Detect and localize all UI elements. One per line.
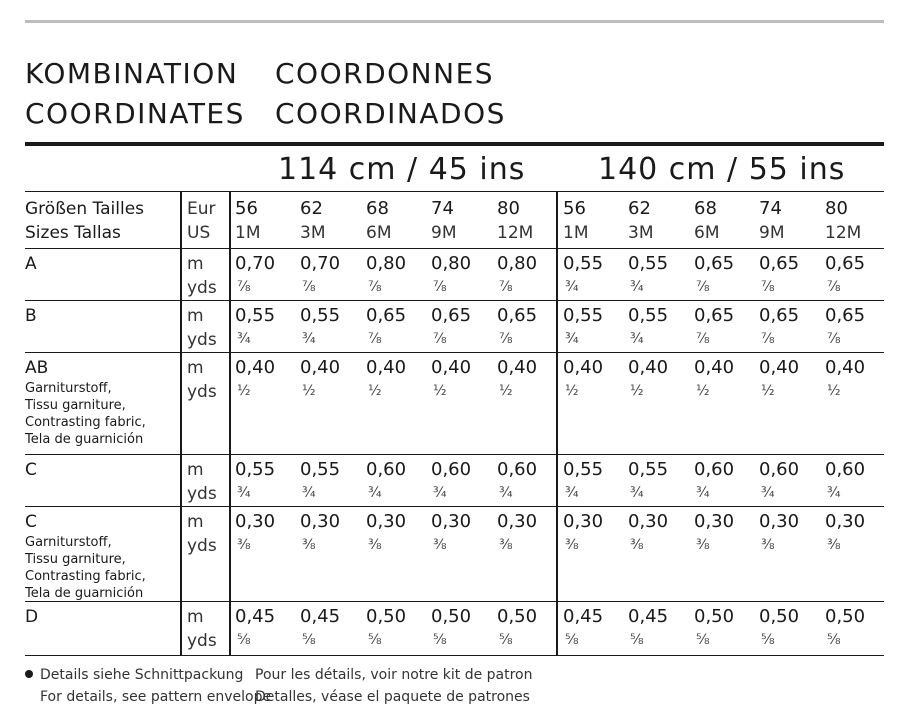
meters-value: 0,40 bbox=[563, 357, 604, 378]
meters-value: 0,80 bbox=[497, 253, 538, 274]
view-label: D bbox=[25, 607, 39, 627]
yards-value: ⅝ bbox=[499, 632, 513, 648]
meters-value: 0,65 bbox=[825, 305, 866, 326]
yards-value: ⅜ bbox=[237, 537, 251, 553]
title-de: KOMBINATION bbox=[25, 57, 239, 90]
yards-value: ½ bbox=[302, 383, 316, 399]
footer-de: Details siehe Schnittpackung bbox=[40, 667, 244, 683]
yards-value: ¾ bbox=[237, 331, 251, 347]
yards-value: ⅜ bbox=[630, 537, 644, 553]
yards-value: ⅜ bbox=[302, 537, 316, 553]
meters-value: 0,30 bbox=[628, 511, 669, 532]
meters-value: 0,45 bbox=[235, 606, 276, 627]
bullet-icon bbox=[25, 670, 33, 678]
meters-value: 0,65 bbox=[366, 305, 407, 326]
fabric-note: Garniturstoff, bbox=[25, 381, 112, 396]
yards-value: ⅜ bbox=[761, 537, 775, 553]
meters-value: 0,60 bbox=[431, 459, 472, 480]
fabric-note: Tissu garniture, bbox=[25, 398, 126, 413]
yards-value: ¾ bbox=[237, 485, 251, 501]
eur-size: 62 bbox=[300, 198, 323, 219]
title-rule bbox=[25, 142, 884, 146]
title-fr: COORDONNES bbox=[275, 57, 495, 90]
yards-value: ⅝ bbox=[761, 632, 775, 648]
meters-value: 0,65 bbox=[825, 253, 866, 274]
yards-value: ⅝ bbox=[827, 632, 841, 648]
meters-value: 0,40 bbox=[235, 357, 276, 378]
fabric-note: Tela de guarnición bbox=[25, 432, 144, 447]
view-label: AB bbox=[25, 358, 49, 378]
yards-value: ¾ bbox=[565, 485, 579, 501]
unit-yds: yds bbox=[187, 330, 217, 350]
title-es: COORDINADOS bbox=[275, 97, 506, 130]
meters-value: 0,50 bbox=[497, 606, 538, 627]
yards-value: ½ bbox=[827, 383, 841, 399]
unit-yds: yds bbox=[187, 484, 217, 504]
eur-size: 74 bbox=[431, 198, 454, 219]
eur-size: 68 bbox=[694, 198, 717, 219]
size-label-line1: Größen Tailles bbox=[25, 199, 145, 219]
meters-value: 0,55 bbox=[563, 305, 604, 326]
meters-value: 0,45 bbox=[628, 606, 669, 627]
yards-value: ½ bbox=[433, 383, 447, 399]
table-row bbox=[25, 300, 884, 352]
us-size: 6M bbox=[694, 223, 720, 243]
meters-value: 0,40 bbox=[497, 357, 538, 378]
eur-size: 68 bbox=[366, 198, 389, 219]
yards-value: ⅞ bbox=[302, 279, 316, 295]
yards-value: ½ bbox=[696, 383, 710, 399]
us-size: 9M bbox=[759, 223, 785, 243]
yards-value: ⅜ bbox=[696, 537, 710, 553]
unit-m: m bbox=[187, 306, 204, 326]
meters-value: 0,30 bbox=[431, 511, 472, 532]
yards-value: ⅝ bbox=[433, 632, 447, 648]
yards-value: ⅞ bbox=[761, 331, 775, 347]
meters-value: 0,55 bbox=[628, 459, 669, 480]
yards-value: ¾ bbox=[499, 485, 513, 501]
yards-value: ¾ bbox=[630, 279, 644, 295]
table-row bbox=[25, 352, 884, 454]
yards-value: ⅝ bbox=[630, 632, 644, 648]
unit-m: m bbox=[187, 254, 204, 274]
meters-value: 0,50 bbox=[694, 606, 735, 627]
yards-value: ½ bbox=[499, 383, 513, 399]
meters-value: 0,40 bbox=[759, 357, 800, 378]
meters-value: 0,30 bbox=[694, 511, 735, 532]
meters-value: 0,65 bbox=[694, 253, 735, 274]
us-size: 3M bbox=[300, 223, 326, 243]
meters-value: 0,40 bbox=[825, 357, 866, 378]
yards-value: ½ bbox=[761, 383, 775, 399]
unit-yds: yds bbox=[187, 536, 217, 556]
meters-value: 0,60 bbox=[497, 459, 538, 480]
fabric-note: Contrasting fabric, bbox=[25, 569, 146, 584]
meters-value: 0,30 bbox=[300, 511, 341, 532]
us-size: 9M bbox=[431, 223, 457, 243]
yards-value: ¾ bbox=[433, 485, 447, 501]
meters-value: 0,55 bbox=[628, 253, 669, 274]
unit-m: m bbox=[187, 512, 204, 532]
meters-value: 0,30 bbox=[759, 511, 800, 532]
meters-value: 0,65 bbox=[431, 305, 472, 326]
eur-size: 62 bbox=[628, 198, 651, 219]
yards-value: ⅝ bbox=[696, 632, 710, 648]
meters-value: 0,50 bbox=[759, 606, 800, 627]
footer-es: Detalles, véase el paquete de patrones bbox=[255, 689, 530, 705]
meters-value: 0,65 bbox=[694, 305, 735, 326]
yards-value: ¾ bbox=[565, 279, 579, 295]
meters-value: 0,60 bbox=[694, 459, 735, 480]
yards-value: ⅞ bbox=[696, 279, 710, 295]
meters-value: 0,50 bbox=[825, 606, 866, 627]
title-en: COORDINATES bbox=[25, 97, 245, 130]
meters-value: 0,80 bbox=[431, 253, 472, 274]
meters-value: 0,65 bbox=[759, 253, 800, 274]
meters-value: 0,50 bbox=[366, 606, 407, 627]
table-row bbox=[25, 506, 884, 601]
yards-value: ⅜ bbox=[565, 537, 579, 553]
footer-fr: Pour les détails, voir notre kit de patron bbox=[255, 667, 533, 683]
eur-size: 56 bbox=[235, 198, 258, 219]
yards-value: ¾ bbox=[827, 485, 841, 501]
meters-value: 0,30 bbox=[563, 511, 604, 532]
meters-value: 0,40 bbox=[366, 357, 407, 378]
fabric-note: Tissu garniture, bbox=[25, 552, 126, 567]
yards-value: ⅞ bbox=[433, 331, 447, 347]
unit-yds: yds bbox=[187, 278, 217, 298]
yards-value: ⅜ bbox=[433, 537, 447, 553]
top-rule bbox=[25, 20, 884, 23]
us-size: 1M bbox=[563, 223, 589, 243]
yards-value: ⅞ bbox=[433, 279, 447, 295]
yards-value: ⅝ bbox=[237, 632, 251, 648]
yards-value: ⅞ bbox=[827, 331, 841, 347]
footer-notes bbox=[25, 664, 533, 708]
meters-value: 0,55 bbox=[235, 305, 276, 326]
us-size: 6M bbox=[366, 223, 392, 243]
yards-value: ¾ bbox=[630, 331, 644, 347]
yardage-table bbox=[25, 191, 884, 656]
unit-m: m bbox=[187, 358, 204, 378]
unit-us: US bbox=[187, 223, 211, 243]
meters-value: 0,45 bbox=[563, 606, 604, 627]
page-title bbox=[25, 54, 506, 134]
fabric-width-114: 114 cm / 45 ins bbox=[278, 152, 526, 187]
unit-yds: yds bbox=[187, 382, 217, 402]
yards-value: ½ bbox=[630, 383, 644, 399]
us-size: 1M bbox=[235, 223, 261, 243]
yards-value: ½ bbox=[237, 383, 251, 399]
yards-value: ¾ bbox=[302, 331, 316, 347]
meters-value: 0,40 bbox=[300, 357, 341, 378]
fabric-note: Garniturstoff, bbox=[25, 535, 112, 550]
yards-value: ⅞ bbox=[368, 331, 382, 347]
yards-value: ⅞ bbox=[761, 279, 775, 295]
table-row bbox=[25, 601, 884, 656]
yards-value: ⅝ bbox=[565, 632, 579, 648]
meters-value: 0,45 bbox=[300, 606, 341, 627]
fabric-width-140: 140 cm / 55 ins bbox=[598, 152, 846, 187]
meters-value: 0,30 bbox=[366, 511, 407, 532]
yards-value: ⅜ bbox=[499, 537, 513, 553]
view-label: C bbox=[25, 512, 37, 532]
meters-value: 0,55 bbox=[300, 459, 341, 480]
meters-value: 0,60 bbox=[366, 459, 407, 480]
meters-value: 0,60 bbox=[759, 459, 800, 480]
meters-value: 0,65 bbox=[497, 305, 538, 326]
size-header-row bbox=[25, 191, 884, 248]
meters-value: 0,50 bbox=[431, 606, 472, 627]
yards-value: ⅜ bbox=[827, 537, 841, 553]
yards-value: ½ bbox=[565, 383, 579, 399]
meters-value: 0,55 bbox=[563, 253, 604, 274]
yards-value: ½ bbox=[368, 383, 382, 399]
unit-m: m bbox=[187, 607, 204, 627]
meters-value: 0,55 bbox=[300, 305, 341, 326]
fabric-note: Contrasting fabric, bbox=[25, 415, 146, 430]
unit-yds: yds bbox=[187, 631, 217, 651]
view-label: A bbox=[25, 254, 37, 274]
yards-value: ⅜ bbox=[368, 537, 382, 553]
yards-value: ⅝ bbox=[368, 632, 382, 648]
meters-value: 0,55 bbox=[628, 305, 669, 326]
eur-size: 74 bbox=[759, 198, 782, 219]
yards-value: ⅝ bbox=[302, 632, 316, 648]
yards-value: ¾ bbox=[565, 331, 579, 347]
yards-value: ¾ bbox=[368, 485, 382, 501]
eur-size: 80 bbox=[825, 198, 848, 219]
yards-value: ⅞ bbox=[827, 279, 841, 295]
yards-value: ¾ bbox=[630, 485, 644, 501]
meters-value: 0,70 bbox=[300, 253, 341, 274]
fabric-note: Tela de guarnición bbox=[25, 586, 144, 601]
yards-value: ⅞ bbox=[237, 279, 251, 295]
yards-value: ⅞ bbox=[499, 331, 513, 347]
us-size: 12M bbox=[825, 223, 862, 243]
eur-size: 56 bbox=[563, 198, 586, 219]
meters-value: 0,80 bbox=[366, 253, 407, 274]
meters-value: 0,30 bbox=[235, 511, 276, 532]
yards-value: ¾ bbox=[696, 485, 710, 501]
meters-value: 0,40 bbox=[628, 357, 669, 378]
meters-value: 0,55 bbox=[235, 459, 276, 480]
unit-eur: Eur bbox=[187, 199, 216, 219]
size-label-line2: Sizes Tallas bbox=[25, 223, 121, 243]
meters-value: 0,30 bbox=[497, 511, 538, 532]
meters-value: 0,65 bbox=[759, 305, 800, 326]
view-label: B bbox=[25, 306, 37, 326]
footer-en: For details, see pattern envelope bbox=[40, 689, 272, 705]
eur-size: 80 bbox=[497, 198, 520, 219]
us-size: 12M bbox=[497, 223, 534, 243]
meters-value: 0,60 bbox=[825, 459, 866, 480]
unit-m: m bbox=[187, 460, 204, 480]
yards-value: ¾ bbox=[302, 485, 316, 501]
table-row bbox=[25, 454, 884, 506]
meters-value: 0,55 bbox=[563, 459, 604, 480]
yards-value: ⅞ bbox=[696, 331, 710, 347]
meters-value: 0,70 bbox=[235, 253, 276, 274]
yards-value: ¾ bbox=[761, 485, 775, 501]
table-row bbox=[25, 248, 884, 300]
meters-value: 0,40 bbox=[694, 357, 735, 378]
yards-value: ⅞ bbox=[499, 279, 513, 295]
us-size: 3M bbox=[628, 223, 654, 243]
meters-value: 0,40 bbox=[431, 357, 472, 378]
view-label: C bbox=[25, 460, 37, 480]
yards-value: ⅞ bbox=[368, 279, 382, 295]
meters-value: 0,30 bbox=[825, 511, 866, 532]
